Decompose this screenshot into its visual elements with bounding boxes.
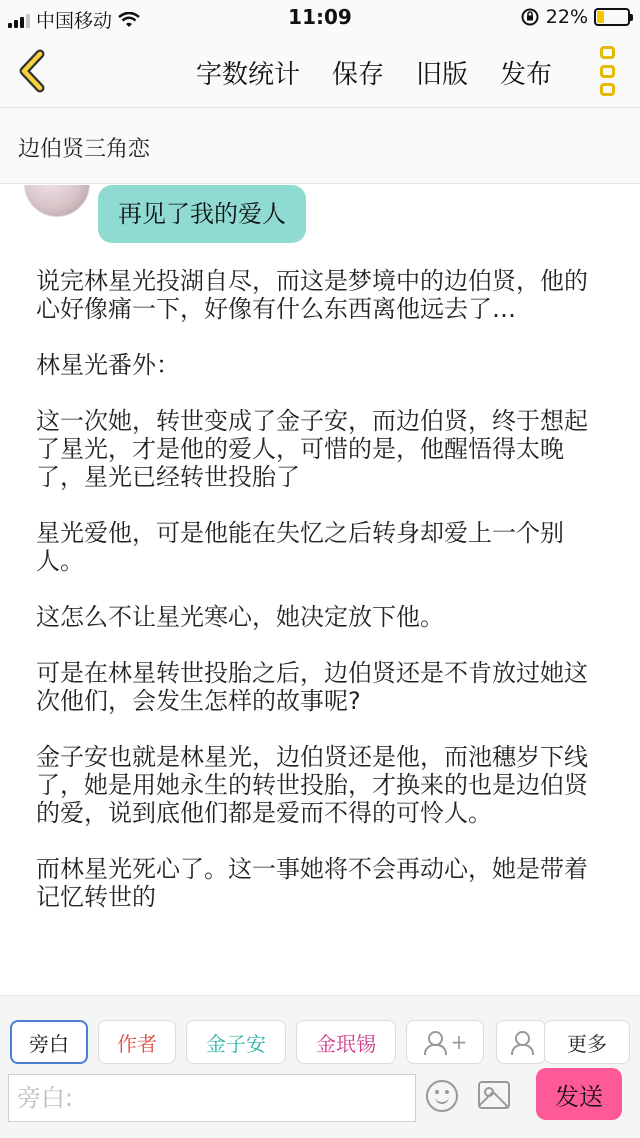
story-title: 边伯贤三角恋: [18, 137, 151, 162]
story-paragraph: 可是在林星转世投胎之后，边伯贤还是不肯放过她这次他们，会发生怎样的故事呢?: [36, 659, 588, 715]
role-label: 旁白: [29, 1031, 69, 1056]
story-paragraph: 林星光番外：: [36, 351, 180, 379]
carrier-label: 中国移动: [36, 10, 113, 32]
story-paragraph: 说完林星光投湖自尽，而这是梦境中的边伯贤，他的心好像痛一下，好像有什么东西离他远去了…: [36, 267, 588, 323]
image-icon[interactable]: [478, 1081, 510, 1109]
role-bar: [0, 995, 640, 1068]
avatar[interactable]: [24, 185, 90, 217]
role-label: 作者: [117, 1031, 157, 1056]
more-options-icon[interactable]: [596, 46, 618, 96]
back-button[interactable]: [10, 46, 60, 96]
save-button[interactable]: 保存: [331, 60, 384, 90]
chat-bubble[interactable]: 再见了我的爱人: [98, 185, 306, 243]
send-button[interactable]: [536, 1068, 622, 1120]
battery-icon: [594, 8, 630, 26]
role-jin-minxi-button[interactable]: [296, 1020, 396, 1064]
story-paragraph: 这怎么不让星光寒心，她决定放下他。: [36, 603, 444, 631]
role-author-button[interactable]: [98, 1020, 176, 1064]
more-roles-label: 更多: [567, 1031, 607, 1056]
back-chevron-icon: [10, 46, 60, 96]
status-bar: [0, 0, 640, 34]
role-label: 金珉锡: [316, 1031, 376, 1056]
role-narrator-button[interactable]: [10, 1020, 88, 1064]
nav-actions: [196, 54, 552, 91]
word-count-button[interactable]: 字数统计: [195, 60, 300, 90]
old-version-button[interactable]: 旧版: [415, 60, 468, 90]
title-bar: [0, 108, 640, 184]
emoji-icon[interactable]: [426, 1080, 458, 1112]
story-paragraph: 金子安也就是林星光，边伯贤还是他，而池穗岁下线了，她是用她永生的转世投胎，才换来的也是边伯贤的爱，说到底他们都是爱而不得的可怜人。: [36, 743, 588, 827]
more-roles-button[interactable]: [544, 1020, 630, 1064]
user-icon: [510, 1030, 532, 1054]
story-paragraph: 星光爱他，可是他能在失忆之后转身却爱上一个别人。: [36, 519, 564, 575]
orientation-lock-icon: [520, 7, 540, 27]
story-content[interactable]: [0, 185, 640, 995]
status-time: 11:09: [288, 5, 352, 29]
nav-bar: [0, 34, 640, 108]
battery-fill: [597, 11, 604, 23]
role-label: 金子安: [206, 1031, 266, 1056]
plus-icon: +: [450, 1030, 468, 1054]
role-jin-zian-button[interactable]: [186, 1020, 286, 1064]
role-list-button[interactable]: [496, 1020, 546, 1064]
input-bar: [0, 1068, 640, 1138]
message-input[interactable]: [8, 1074, 416, 1122]
story-paragraph: 这一次她，转世变成了金子安，而边伯贤，终于想起了星光，才是他的爱人，可惜的是，他醒悟得太晚了，星光已经转世投胎了: [36, 407, 588, 491]
publish-button[interactable]: 发布: [499, 60, 552, 90]
add-role-button[interactable]: [406, 1020, 484, 1064]
battery-percent: 22%: [545, 6, 588, 28]
send-label: 发送: [555, 1082, 603, 1111]
story-paragraph: 而林星光死心了。这一事她将不会再动心，她是带着记忆转世的: [36, 855, 588, 911]
story-text: [36, 267, 602, 939]
status-right: [520, 6, 630, 28]
add-user-icon: [423, 1030, 445, 1054]
